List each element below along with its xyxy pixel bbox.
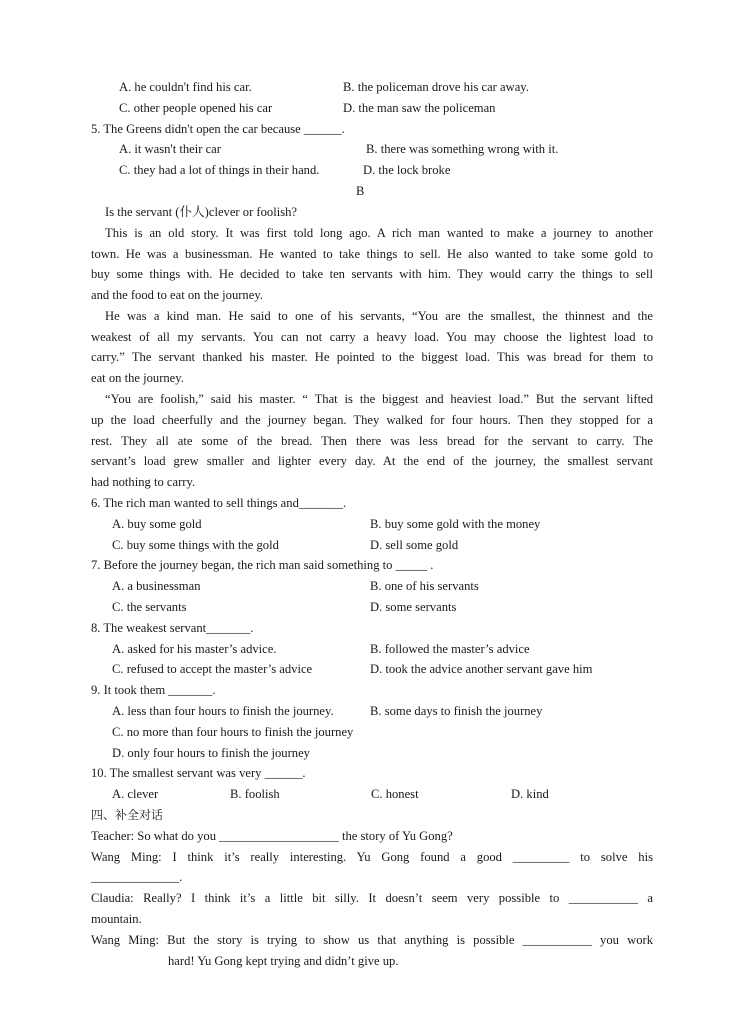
passage-line: weakest of all my servants. You can not carry a heavy load. You may choose the lightest load to xyxy=(91,330,653,344)
q10-stem: 10. The smallest servant was very ______. xyxy=(91,766,306,780)
q8-option-d: D. took the advice another servant gave him xyxy=(370,662,593,676)
q6-option-a: A. buy some gold xyxy=(112,517,202,531)
dialogue-line: mountain. xyxy=(91,912,142,926)
passage-line: town. He was a businessman. He wanted to take things to sell. He also wanted to take some gold to xyxy=(91,247,653,261)
q5-option-d: D. the lock broke xyxy=(363,163,451,177)
passage-line: eat on the journey. xyxy=(91,371,184,385)
q9-option-d: D. only four hours to finish the journey xyxy=(112,746,310,760)
dialogue-line: ______________. xyxy=(91,870,183,884)
q4-option-a: A. he couldn't find his car. xyxy=(119,80,252,94)
q5-option-a: A. it wasn't their car xyxy=(119,142,221,156)
q10-option-d: D. kind xyxy=(511,787,549,801)
passage-line: carry.” The servant thanked his master. He pointed to the biggest load. This was bread for them to xyxy=(91,350,653,364)
section-letter: B xyxy=(356,184,365,198)
passage-line: up the load cheerfully and the journey began. They walked for four hours. Then they stopped for a xyxy=(91,413,653,427)
passage-line: and the food to eat on the journey. xyxy=(91,288,263,302)
q9-option-a: A. less than four hours to finish the journey. xyxy=(112,704,334,718)
passage-line: “You are foolish,” said his master. “ That is the biggest and heaviest load.” But the servant lifted xyxy=(105,392,653,406)
q5-option-c: C. they had a lot of things in their hand. xyxy=(119,163,320,177)
dialogue-line: Claudia: Really? I think it’s a little bit silly. It doesn’t seem very possible to ___________ a xyxy=(91,891,653,905)
q10-option-a: A. clever xyxy=(112,787,159,801)
q5-stem: 5. The Greens didn't open the car because ______. xyxy=(91,122,345,136)
q4-option-c: C. other people opened his car xyxy=(119,101,273,115)
q9-option-b: B. some days to finish the journey xyxy=(370,704,543,718)
dialogue-line: Wang Ming: I think it’s really interesting. Yu Gong found a good _________ to solve his xyxy=(91,850,653,864)
q8-option-a: A. asked for his master’s advice. xyxy=(112,642,277,656)
passage-line: had nothing to carry. xyxy=(91,475,196,489)
passage-line: This is an old story. It was first told long ago. A rich man wanted to make a journey to another xyxy=(105,226,653,240)
passage-line: He was a kind man. He said to one of his servants, “You are the smallest, the thinnest and the xyxy=(105,309,653,323)
q10-option-c: C. honest xyxy=(371,787,419,801)
q9-stem: 9. It took them _______. xyxy=(91,683,216,697)
q6-stem: 6. The rich man wanted to sell things and_______. xyxy=(91,496,347,510)
section-heading: 四、补全对话 xyxy=(91,808,164,822)
q5-option-b: B. there was something wrong with it. xyxy=(366,142,559,156)
q9-option-c: C. no more than four hours to finish the journey xyxy=(112,725,354,739)
q8-option-c: C. refused to accept the master’s advice xyxy=(112,662,313,676)
q8-stem: 8. The weakest servant_______. xyxy=(91,621,254,635)
q6-option-b: B. buy some gold with the money xyxy=(370,517,541,531)
dialogue-line: hard! Yu Gong kept trying and didn’t give up. xyxy=(168,954,399,968)
dialogue-line: Teacher: So what do you ___________________ the story of Yu Gong? xyxy=(91,829,453,843)
q6-option-d: D. sell some gold xyxy=(370,538,459,552)
q7-option-d: D. some servants xyxy=(370,600,457,614)
q4-option-d: D. the man saw the policeman xyxy=(343,101,496,115)
q7-option-c: C. the servants xyxy=(112,600,187,614)
q4-option-b: B. the policeman drove his car away. xyxy=(343,80,529,94)
q7-option-a: A. a businessman xyxy=(112,579,201,593)
passage-line: rest. They all ate some of the bread. Then there was less bread for the servant to carry. The xyxy=(91,434,653,448)
q7-option-b: B. one of his servants xyxy=(370,579,479,593)
q7-stem: 7. Before the journey began, the rich man said something to _____ . xyxy=(91,558,434,572)
passage-line: servant’s load grew smaller and lighter every day. At the end of the journey, the smallest servant xyxy=(91,454,653,468)
q6-option-c: C. buy some things with the gold xyxy=(112,538,279,552)
dialogue-line: Wang Ming: But the story is trying to show us that anything is possible ___________ you work xyxy=(91,933,653,947)
q10-option-b: B. foolish xyxy=(230,787,280,801)
passage-title: Is the servant (仆人)clever or foolish? xyxy=(105,205,297,219)
passage-line: buy some things with. He decided to take ten servants with him. They would carry the things to sell xyxy=(91,267,653,281)
q8-option-b: B. followed the master’s advice xyxy=(370,642,530,656)
